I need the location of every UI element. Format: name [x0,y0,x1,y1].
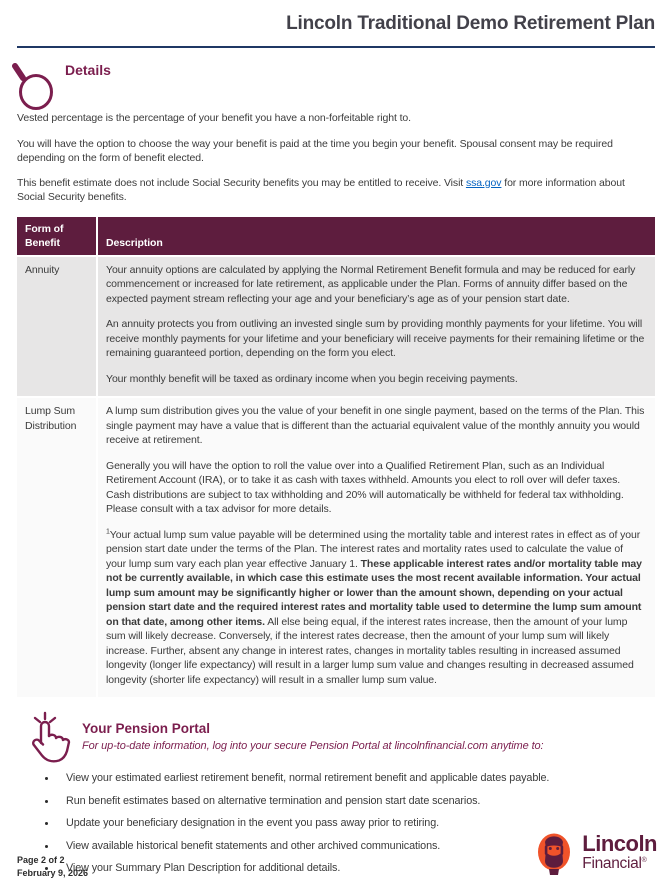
estimate-note-after: for more information about Social Security benefits. [17,176,625,203]
pension-portal-text [82,711,544,752]
pension-portal-subheading: For up-to-date information, log into your secure Pension Portal at lincolnfinancial.com anytime to: [82,740,544,752]
table-row-annuity [17,256,655,398]
intro-paragraphs [17,111,655,205]
lump-sum-paragraph: A lump sum distribution gives you the value of your benefit in one single payment, based on the terms of the Plan. This single payment may have a value that is different than the actuarial equivalent value of the monthly annuity you would receive at retirement. [106,405,645,446]
footnote-text: All else being equal, if the interest rates increase, then the amount of your lump sum will likely decrease. Conversely, if the interest rates decrease, then the amount of your lump sum will likely increase. Further, absent any change in interest rates, changes in mortality tables resulting in increased assumed longevity (longer life expectancy) will result in a larger lump sum value and changes resulting in decreased assumed longevity (shorter life expectancy) will result in a smaller lump sum value. [106,615,634,686]
annuity-paragraph: Your annuity options are calculated by applying the Normal Retirement Benefit formula and may be reduced for early commencement or increased for late retirement, as applicable under the Plan. Forms of annuity differ based on the expected payment stream reflecting your age and your beneficiary’s age as of your pension start date. [106,263,636,305]
lincoln-portrait-icon [532,828,576,876]
details-section-header [17,59,655,109]
annuity-label: Annuity [17,256,97,398]
logo-text-financial: Financial® [582,854,647,872]
table-row-lump-sum [17,397,655,697]
header-form-of-benefit: Form of Benefit [17,216,97,256]
portal-bullet-item: • Update your beneficiary designation in the event you pass away prior to retiring. [57,816,655,830]
annuity-description [97,256,655,398]
lump-sum-paragraph: Generally you will have the option to roll the value over into a Qualified Retirement Plan, such as an Individual Retirement Account (IRA), or to take it as cash with taxes withheld. Amounts you elect to roll over will defer taxes. Cash distributions are subject to tax withholding and 20% will automatically be withheld for federal tax withholding. Please consult with a tax advisor for more details. [106,459,624,515]
details-heading: Details [65,62,111,78]
pension-portal-heading: Your Pension Portal [82,721,211,736]
logo-wordmark [582,830,657,872]
portal-bullet-item: • View your Summary Plan Description for additional details. [57,861,655,875]
paragraph-estimate-note [17,176,655,205]
pension-portal-section [17,711,655,763]
page-number: Page 2 of 2 [17,855,65,865]
footnote-bold-text: These applicable interest rates and/or mortality table may not be currently available, in which case this estimate uses the most recent available information. Your actual lump sum amount may be significantly higher or lower than the amount shown, depending on your actual pension start date and the required interest rates and mortality table used to determine the lump sum amount on that date, among other items. [106,557,642,628]
lump-sum-description [97,397,655,697]
page-footer [17,828,657,880]
hand-click-icon [28,711,72,763]
footer-date: February 9, 2026 [17,868,89,878]
benefit-forms-table [17,215,655,698]
annuity-paragraph: Your monthly benefit will be taxed as ordinary income when you begin receiving payments. [106,372,518,385]
paragraph-benefit-option: You will have the option to choose the way your benefit is paid at the time you begin your benefit. Spousal consent may be required depending on the form of benefit elected. [17,137,613,164]
footnote-text: Your actual lump sum value payable will be determined using the mortality table and interest rates in effect as of your pension start date under the terms of the Plan. The interest rates and mortality rates used to calculate the value of your lump sum vary each plan year effective January 1. [106,528,641,570]
footer-page-info [17,854,88,880]
lump-sum-label: Lump Sum Distribution [17,397,97,697]
ssa-gov-link[interactable]: ssa.gov [465,176,502,189]
registered-mark: ® [641,856,647,864]
lump-sum-footnote-paragraph [106,528,645,688]
page-title: Lincoln Traditional Demo Retirement Plan [286,13,655,34]
portal-bullet-item: • View your estimated earliest retirement benefit, normal retirement benefit and applicable dates payable. [57,771,655,785]
table-header-row [17,216,655,256]
portal-bullet-item: • Run benefit estimates based on alternative termination and pension start date scenarios. [57,794,655,808]
footnote-marker: 1 [106,528,110,535]
title-divider [17,46,655,48]
lincoln-financial-logo [532,828,657,876]
header-description: Description [97,216,655,256]
magnifier-icon [11,59,57,111]
estimate-note-before: This benefit estimate does not include Social Security benefits you may be entitled to receive. Visit [17,176,466,189]
annuity-paragraph: An annuity protects you from outliving an invested single sum by providing monthly payments for your lifetime. You will receive monthly payments for your lifetime and your beneficiary will receive payments for their remaining lifetime or the remaining guaranteed portion, depending on the form you elect. [106,318,645,359]
paragraph-vested: Vested percentage is the percentage of your benefit you have a non-forfeitable right to. [17,112,411,124]
logo-text-lincoln: Lincoln [582,830,657,856]
portal-bullet-item: • View available historical benefit statements and other archived communications. [57,839,655,853]
